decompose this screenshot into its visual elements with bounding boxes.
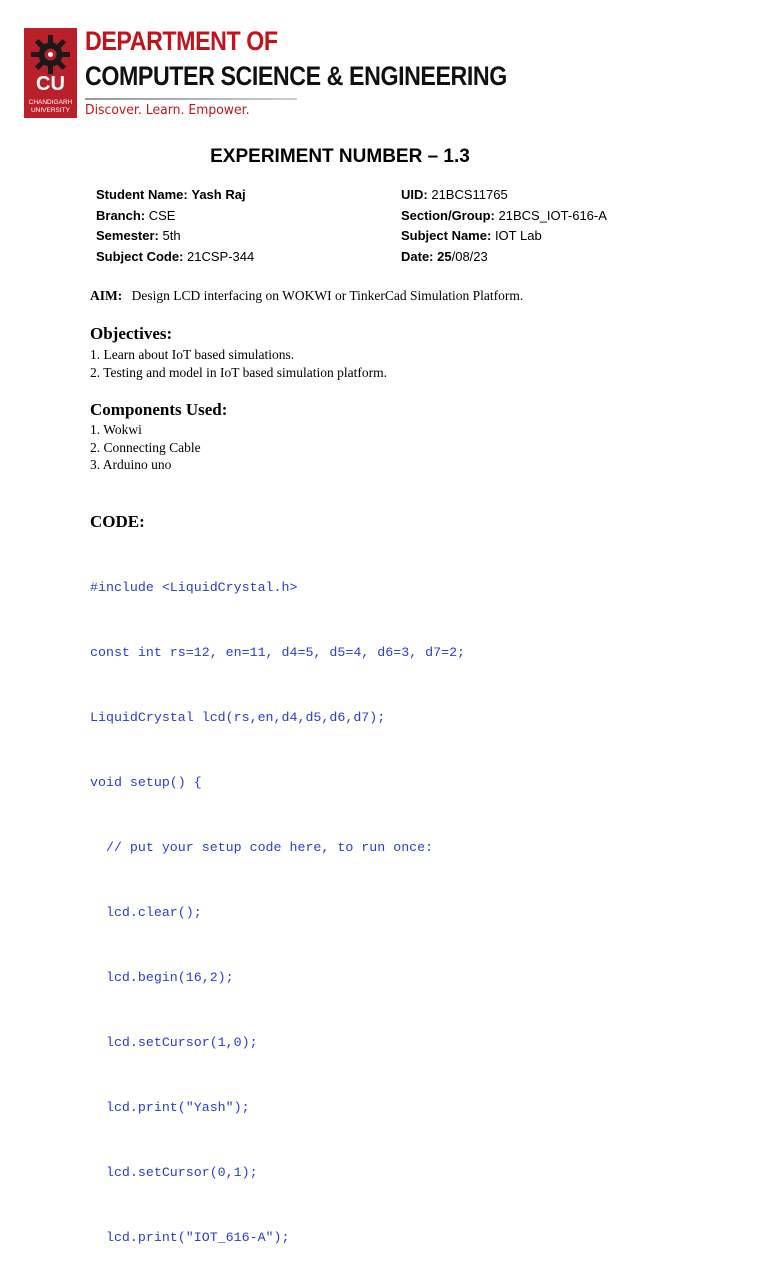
section-row xyxy=(401,206,607,227)
components-heading: Components Used: xyxy=(90,400,228,419)
code-block xyxy=(90,548,465,1278)
date-rest: /08/23 xyxy=(451,248,488,264)
tagline: Discover. Learn. Empower. xyxy=(85,102,250,118)
student-name-label: Student Name: xyxy=(96,187,188,202)
aim-text: Design LCD interfacing on WOKWI or TinkerCad Simulation Platform. xyxy=(131,288,524,303)
semester-value: 5th xyxy=(162,228,181,243)
department-title-line2: COMPUTER SCIENCE & ENGINEERING xyxy=(85,61,507,91)
code-line: #include <LiquidCrystal.h> xyxy=(90,580,298,595)
semester-label: Semester: xyxy=(96,228,159,243)
list-item: 3. Arduino uno xyxy=(90,457,172,472)
objectives-heading: Objectives: xyxy=(90,324,173,343)
logo-university-text: CHANDIGARH UNIVERSITY xyxy=(28,99,73,114)
code-line: void setup() { xyxy=(90,775,202,790)
aim-section xyxy=(90,288,523,304)
code-line: lcd.print("IOT_616-A"); xyxy=(90,1230,290,1245)
student-name-row xyxy=(96,185,254,206)
code-heading: CODE: xyxy=(90,512,145,531)
list-item: 2. Testing and model in IoT based simulation platform. xyxy=(90,364,388,380)
header-divider xyxy=(85,98,297,100)
uid-value: 21BCS11765 xyxy=(431,187,508,202)
branch-row xyxy=(96,206,254,227)
uid-label: UID: xyxy=(401,187,428,202)
subject-name-row xyxy=(401,226,607,247)
subject-name-label: Subject Name: xyxy=(401,228,492,243)
semester-row xyxy=(96,226,254,247)
subject-code-label: Subject Code: xyxy=(96,248,184,264)
section-value: 21BCS_IOT-616-A xyxy=(498,207,607,223)
date-day: 25 xyxy=(437,248,452,264)
experiment-title: EXPERIMENT NUMBER – 1.3 xyxy=(210,146,470,167)
code-line: // put your setup code here, to run once: xyxy=(90,840,434,855)
branch-label: Branch: xyxy=(96,207,146,223)
subject-name-value: IOT Lab xyxy=(494,228,542,243)
code-line: lcd.setCursor(1,0); xyxy=(90,1035,258,1050)
code-line: lcd.print("Yash"); xyxy=(90,1100,250,1115)
student-info-left xyxy=(96,185,254,267)
code-line: lcd.clear(); xyxy=(90,905,202,920)
subject-code-row xyxy=(96,247,254,268)
code-line: lcd.begin(16,2); xyxy=(90,970,234,985)
date-row xyxy=(401,247,607,268)
list-item: 2. Connecting Cable xyxy=(90,439,201,455)
date-label: Date: xyxy=(401,248,434,264)
objectives-list xyxy=(90,346,387,381)
aim-label: AIM: xyxy=(90,288,123,303)
student-info-right xyxy=(401,185,607,267)
gear-emblem-icon xyxy=(30,34,71,75)
code-line: const int rs=12, en=11, d4=5, d5=4, d6=3, d7=2; xyxy=(90,645,466,660)
code-line: lcd.setCursor(0,1); xyxy=(90,1165,258,1180)
student-name-value: Yash Raj xyxy=(191,187,246,202)
logo-cu-text: CU xyxy=(36,73,65,95)
subject-code-value: 21CSP-344 xyxy=(187,248,255,264)
components-list xyxy=(90,421,201,474)
university-logo xyxy=(24,28,77,118)
branch-value: CSE xyxy=(148,207,176,223)
code-line: LiquidCrystal lcd(rs,en,d4,d5,d6,d7); xyxy=(90,710,386,725)
department-title-line1: DEPARTMENT OF xyxy=(85,26,278,56)
list-item: 1. Learn about IoT based simulations. xyxy=(90,347,295,362)
list-item: 1. Wokwi xyxy=(90,422,142,437)
section-label: Section/Group: xyxy=(401,207,495,223)
uid-row xyxy=(401,185,607,206)
